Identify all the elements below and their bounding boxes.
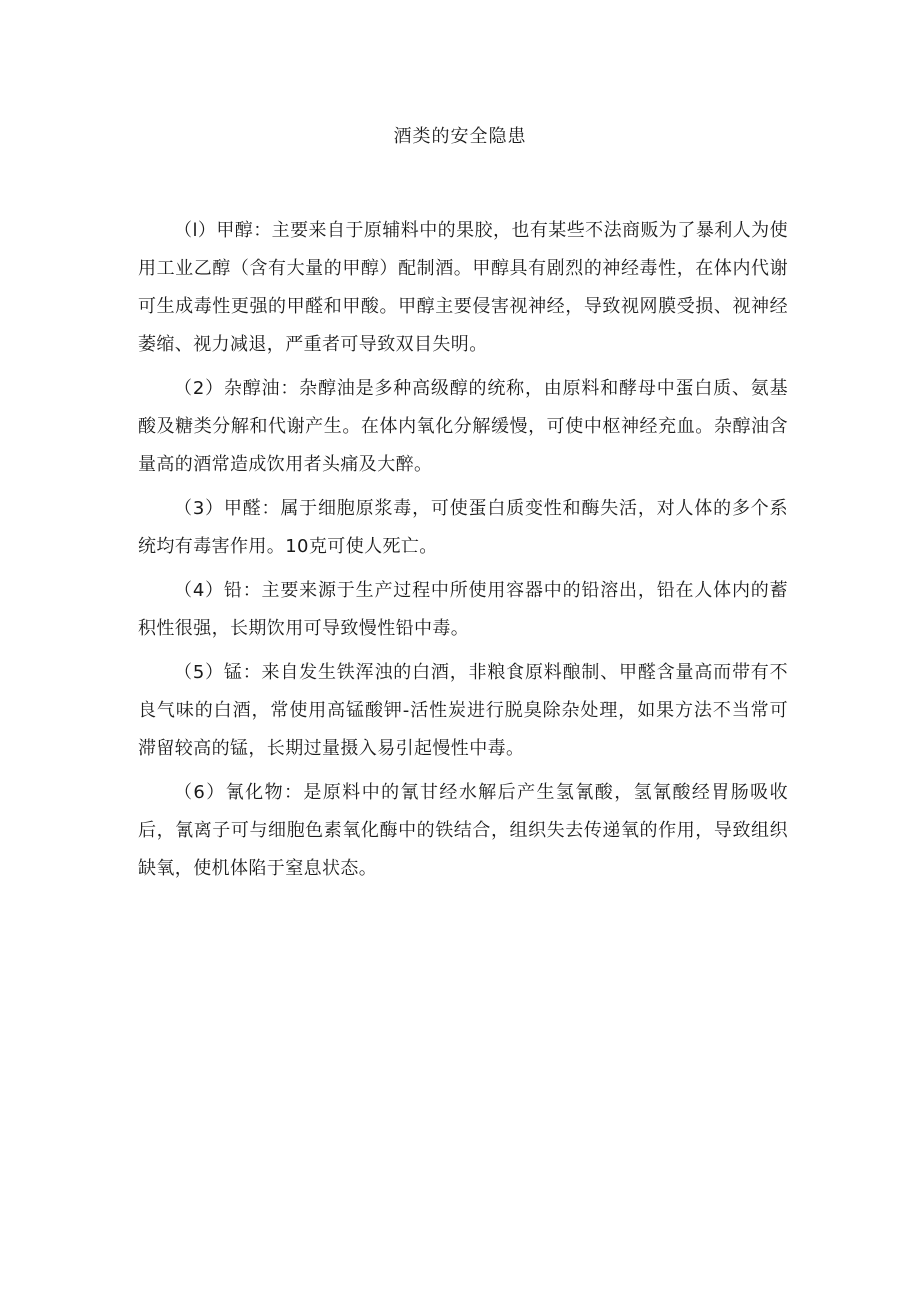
document-body bbox=[138, 212, 788, 894]
paragraph-formaldehyde: （3）甲醛：属于细胞原浆毒，可使蛋白质变性和酶失活，对人体的多个系统均有毒害作用。10克可使人死亡。 bbox=[138, 498, 788, 557]
paragraph-cyanide: （6）氰化物：是原料中的氰甘经水解后产生氢氰酸，氢氰酸经胃肠吸收后，氰离子可与细胞色素氧化酶中的铁结合，组织失去传递氧的作用，导致组织缺氧，使机体陷于窒息状态。 bbox=[138, 782, 788, 879]
document-title: 酒类的安全隐患 bbox=[393, 126, 527, 147]
paragraph-lead: （4）铅：主要来源于生产过程中所使用容器中的铅溶出，铅在人体内的蓄积性很强，长期饮用可导致慢性铅中毒。 bbox=[138, 580, 788, 639]
paragraph-manganese: （5）锰：来自发生铁浑浊的白酒，非粮食原料酿制、甲醛含量高而带有不良气味的白酒，常使用高锰酸钾-活性炭进行脱臭除杂处理，如果方法不当常可滞留较高的锰，长期过量摄入易引起慢性中毒。 bbox=[138, 662, 788, 759]
paragraph-fusel-oil: （2）杂醇油：杂醇油是多种高级醇的统称，由原料和酵母中蛋白质、氨基酸及糖类分解和代谢产生。在体内氧化分解缓慢，可使中枢神经充血。杂醇油含量高的酒常造成饮用者头痛及大醉。 bbox=[138, 378, 788, 475]
paragraph-methanol: （l）甲醇：主要来自于原辅料中的果胶，也有某些不法商贩为了暴利人为使用工业乙醇（含有大量的甲醇）配制酒。甲醇具有剧烈的神经毒性，在体内代谢可生成毒性更强的甲醛和甲酸。甲醇主要侵害视神经，导致视网膜受损、视神经萎缩、视力减退，严重者可导致双目失明。 bbox=[138, 220, 788, 355]
